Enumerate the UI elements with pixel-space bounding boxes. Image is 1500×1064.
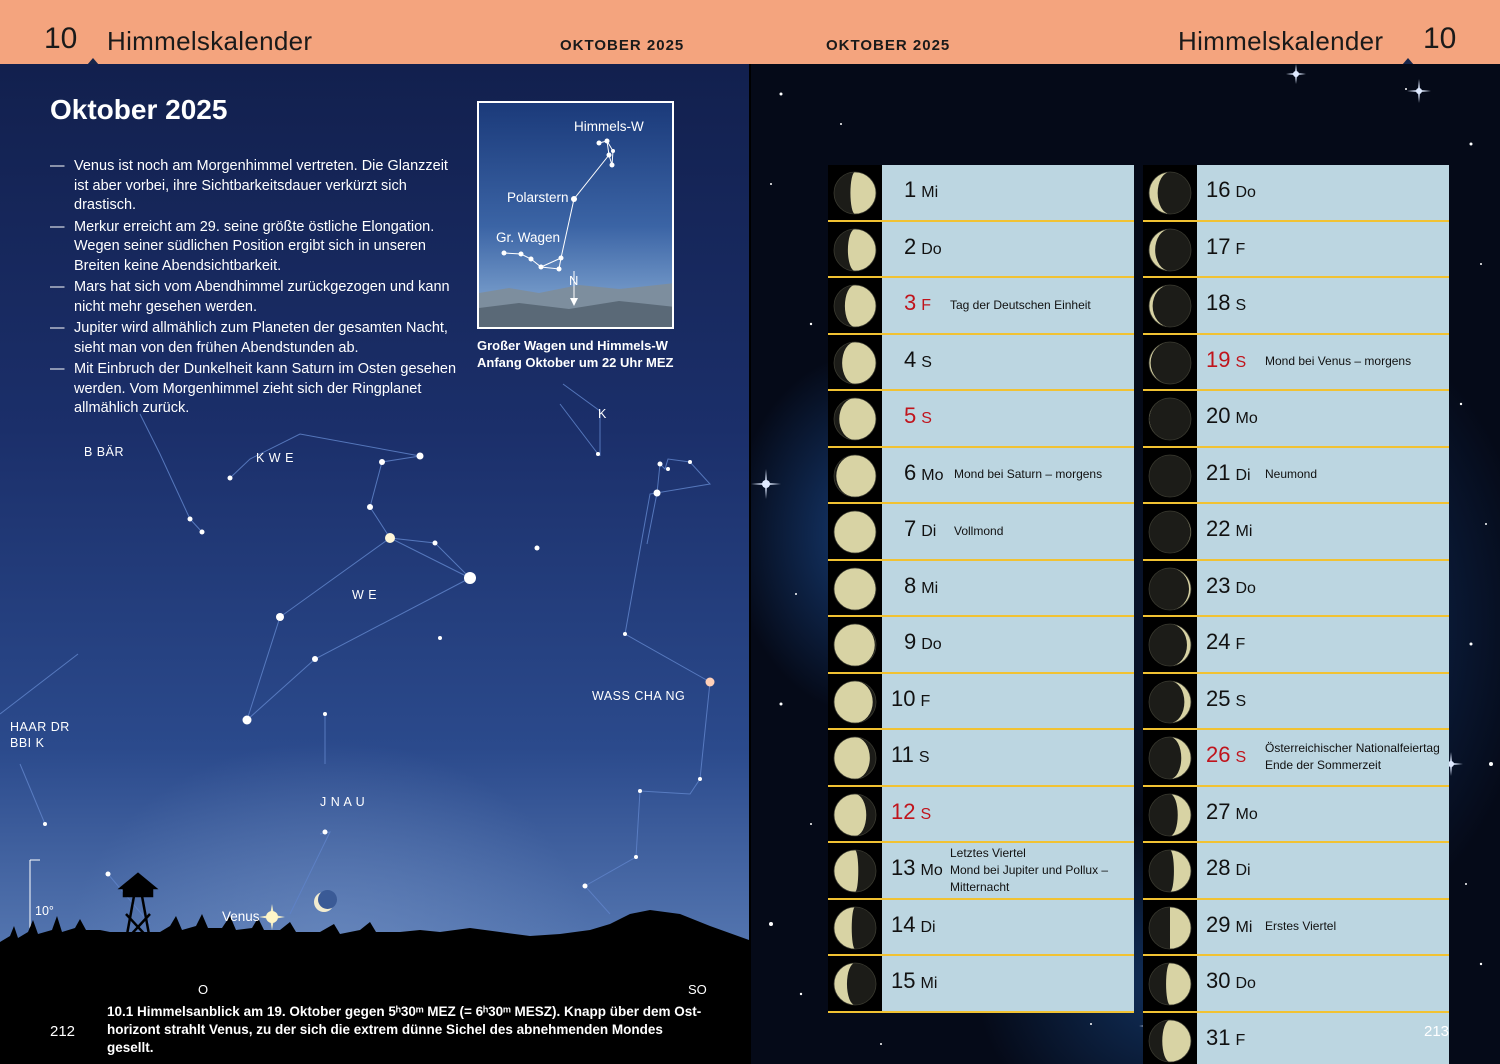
weekday-label: S	[1235, 353, 1247, 371]
right-chapter-title: Himmelskalender	[1178, 26, 1384, 56]
moon-phase-icon	[1143, 278, 1197, 333]
moon-phase-icon	[828, 335, 882, 390]
event-text: Mitternacht	[950, 879, 1010, 894]
day-number	[1206, 742, 1246, 768]
weekday-label: Mo	[921, 466, 944, 484]
left-month-label: OKTOBER 2025	[560, 37, 685, 54]
moon-phase-icon	[1143, 900, 1197, 955]
day-number-value: 23	[1206, 572, 1231, 598]
day-event-note	[950, 843, 1108, 898]
constellation-label: J N A U	[320, 795, 366, 809]
day-number-value: 1	[904, 177, 917, 202]
day-number-value: 7	[904, 516, 917, 541]
day-number	[904, 403, 932, 429]
calendar-day-row	[1143, 843, 1449, 900]
weekday-label: Do	[1235, 184, 1256, 201]
calendar-day-row	[828, 391, 1134, 448]
moon-phase-icon	[828, 165, 882, 220]
moon-phase-icon	[828, 222, 882, 277]
moon-phase-icon	[1143, 1013, 1197, 1064]
weekday-label: Mo	[1235, 805, 1258, 823]
day-number	[1206, 516, 1252, 542]
calendar-day-row	[828, 504, 1134, 561]
altitude-scale	[30, 860, 40, 934]
weekday-label: Mi	[921, 579, 939, 597]
day-number-value: 17	[1206, 233, 1231, 259]
day-number-value: 16	[1206, 177, 1231, 202]
weekday-label: Mi	[921, 184, 939, 201]
day-number-value: 21	[1206, 459, 1231, 485]
left-page-number: 212	[50, 1023, 76, 1040]
calendar-day-row	[1143, 391, 1449, 448]
event-text: Letztes Viertel	[950, 845, 1026, 860]
day-number-value: 6	[904, 459, 917, 485]
day-number	[904, 516, 936, 542]
day-number-value: 5	[904, 403, 917, 428]
moon-phase-icon	[828, 504, 882, 559]
constellation-label: B BÄR	[84, 445, 125, 459]
calendar-day-row	[1143, 730, 1449, 787]
moon-phase-icon	[1143, 335, 1197, 390]
calendar-day-row	[828, 278, 1134, 335]
right-page-number: 213	[1424, 1023, 1450, 1040]
constellation-label: W E	[352, 588, 378, 602]
event-text: Neumond	[1265, 467, 1318, 482]
moon-phase-icon	[828, 391, 882, 446]
weekday-label: Di	[1235, 466, 1251, 484]
constellation-label: K W E	[256, 451, 294, 465]
calendar-day-row	[828, 165, 1134, 222]
day-event-note	[954, 448, 1102, 503]
moon-phase-icon	[1143, 674, 1197, 729]
day-number	[1206, 403, 1258, 429]
calendar-day-row	[828, 900, 1134, 957]
calendar-day-row	[1143, 165, 1449, 222]
moon-phase-icon	[828, 900, 882, 955]
day-event-note	[1265, 448, 1317, 503]
constellation-label: WASS CHA NG	[592, 689, 686, 703]
list-item: — Merkur erreicht am 29. seine größte östliche Elongation. Wegen seiner südlichen Position ergibt sich in unseren Breiten keine Abendsichtbarkeit.	[50, 218, 435, 274]
calendar-day-row	[828, 843, 1134, 900]
moon-phase-icon	[828, 617, 882, 672]
day-number	[904, 347, 932, 373]
inset-label-polaris: Polarstern	[507, 190, 569, 205]
calendar-day-row	[828, 617, 1134, 674]
moon-phase-icon	[1143, 448, 1197, 503]
calendar-day-row	[828, 730, 1134, 787]
moon-phase-icon	[1143, 561, 1197, 616]
moon-phase-icon	[1143, 222, 1197, 277]
calendar-day-row	[828, 448, 1134, 505]
list-item: — Jupiter wird allmählich zum Planeten der gesamten Nacht, sieht man von den frühen Abendstunden ab.	[50, 320, 448, 356]
day-event-note	[950, 278, 1091, 333]
inset-drawing	[479, 103, 674, 329]
moon-phase-icon	[828, 278, 882, 333]
day-number-value: 24	[1206, 629, 1231, 654]
weekday-label: F	[921, 297, 932, 314]
day-number-value: 31	[1206, 1024, 1231, 1050]
constellation-lines	[0, 384, 710, 924]
day-number-value: 25	[1206, 685, 1231, 711]
day-number-value: 8	[904, 572, 917, 598]
day-number	[1206, 290, 1246, 316]
constellation-label: HAAR DR	[10, 720, 70, 734]
day-number	[1206, 799, 1258, 825]
sky-chart-page	[0, 64, 749, 976]
event-text: Erstes Viertel	[1265, 919, 1337, 934]
stars	[43, 452, 715, 889]
calendar-day-row	[828, 222, 1134, 279]
day-number-value: 18	[1206, 290, 1231, 315]
inset-label-big-dipper: Gr. Wagen	[496, 230, 561, 245]
moon-phase-icon	[828, 448, 882, 503]
day-event-note	[1265, 335, 1411, 390]
day-event-note	[954, 504, 1003, 559]
moon-phase-icon	[1143, 617, 1197, 672]
event-text: Mond bei Venus – morgens	[1265, 354, 1412, 369]
calendar-day-row	[1143, 787, 1449, 844]
day-number	[1206, 855, 1251, 881]
calendar-day-row	[828, 956, 1134, 1013]
day-number-value: 20	[1206, 403, 1231, 428]
weekday-label: F	[920, 692, 931, 710]
weekday-label: S	[918, 749, 930, 766]
day-number	[891, 799, 931, 825]
weekday-label: Mo	[1235, 410, 1258, 427]
weekday-label: Mi	[1235, 523, 1253, 540]
moon-phase-icon	[1143, 787, 1197, 842]
day-number	[891, 912, 936, 938]
day-number	[904, 290, 931, 316]
event-text: Mond bei Jupiter und Pollux –	[950, 862, 1109, 877]
day-number-value: 28	[1206, 855, 1231, 880]
list-item: — Mit Einbruch der Dunkelheit kann Saturn im Osten gesehen werden. Vom Morgenhimmel zieht sich der Ringplanet allmählich zurück.	[50, 361, 457, 416]
calendar-day-row	[1143, 335, 1449, 392]
constellation-label: BBI K	[10, 736, 45, 750]
calendar-day-row	[1143, 561, 1449, 618]
calendar-day-row	[1143, 278, 1449, 335]
moon-phase-icon	[1143, 843, 1197, 898]
day-number-value: 10	[891, 685, 916, 711]
moon-phase-icon	[828, 956, 882, 1011]
day-number-value: 27	[1206, 798, 1231, 824]
calendar-day-row	[1143, 617, 1449, 674]
weekday-label: Mi	[1235, 918, 1253, 936]
calendar-day-row	[1143, 956, 1449, 1013]
weekday-label: Di	[921, 523, 937, 540]
event-text: Vollmond	[954, 523, 1004, 538]
inset-label-cassiopeia: Himmels-W	[574, 119, 644, 134]
weekday-label: Do	[1235, 579, 1256, 597]
constellation-label: K	[598, 407, 607, 421]
weekday-label: Mi	[920, 975, 938, 992]
weekday-label: S	[921, 353, 932, 371]
page-title: Oktober 2025	[50, 94, 228, 125]
calendar-day-row	[828, 674, 1134, 731]
day-number	[891, 855, 943, 881]
day-number-value: 26	[1206, 742, 1231, 767]
list-item: — Venus ist noch am Morgenhimmel vertreten. Die Glanzzeit ist aber vorbei, ihre Sichtbarkeitsdauer verkürzt sich drastisch.	[50, 158, 448, 213]
moon-phase-icon	[1143, 730, 1197, 785]
day-number-value: 9	[904, 629, 917, 654]
weekday-label: Do	[1235, 975, 1256, 992]
day-number	[1206, 234, 1245, 260]
weekday-label: Mo	[920, 862, 943, 879]
moon-calendar-page	[751, 64, 1500, 1064]
page-header	[0, 0, 1500, 64]
calendar-column-second-half	[1143, 165, 1449, 1064]
sky-highlights-list	[50, 157, 460, 421]
day-number	[1206, 460, 1251, 486]
day-event-note	[1265, 730, 1440, 785]
venus-label: Venus	[222, 909, 260, 924]
calendar-day-row	[1143, 222, 1449, 279]
weekday-label: F	[1235, 240, 1246, 258]
inset-caption: Großer Wagen und Himmels-W Anfang Oktober um 22 Uhr MEZ	[477, 338, 674, 370]
day-number-value: 14	[891, 911, 916, 937]
inset-label-north: N	[569, 273, 579, 288]
day-number	[1206, 347, 1246, 373]
altitude-label: 10°	[35, 904, 54, 918]
day-number	[904, 177, 938, 203]
weekday-label: S	[1235, 692, 1247, 710]
calendar-day-row	[828, 561, 1134, 618]
weekday-label: S	[921, 410, 932, 427]
weekday-label: F	[1235, 1031, 1246, 1049]
crescent-moon	[314, 890, 337, 912]
moon-phase-icon	[828, 843, 882, 898]
weekday-label: Do	[921, 636, 942, 653]
moon-phase-icon	[1143, 956, 1197, 1011]
moon-phase-icon	[1143, 165, 1197, 220]
event-text: Ende der Sommerzeit	[1265, 758, 1382, 773]
day-number	[1206, 968, 1256, 994]
day-number	[904, 629, 942, 655]
day-number	[1206, 1025, 1245, 1051]
day-number	[891, 742, 930, 768]
day-number-value: 3	[904, 290, 917, 315]
day-number	[891, 968, 937, 994]
compass-southeast: SO	[688, 982, 707, 997]
horizon-treeline	[0, 910, 749, 976]
day-number-value: 12	[891, 798, 916, 824]
event-text: Mond bei Saturn – morgens	[954, 467, 1103, 482]
calendar-column-first-half	[828, 165, 1134, 1013]
day-event-note	[1265, 900, 1336, 955]
right-month-label: OKTOBER 2025	[826, 37, 951, 54]
calendar-day-row	[1143, 448, 1449, 505]
calendar-day-row	[1143, 674, 1449, 731]
big-dipper-inset	[477, 101, 674, 329]
weekday-label: S	[1235, 297, 1247, 314]
weekday-label: F	[1235, 636, 1246, 653]
day-number-value: 22	[1206, 516, 1231, 541]
day-number-value: 4	[904, 346, 917, 372]
list-item: — Mars hat sich vom Abendhimmel zurückgezogen und kann nicht mehr gesehen werden.	[50, 279, 450, 315]
event-text: Österreichischer Nationalfeiertag	[1265, 741, 1440, 756]
weekday-label: Di	[920, 918, 936, 936]
day-number	[1206, 686, 1246, 712]
calendar-day-row	[828, 335, 1134, 392]
right-chapter-number: 10	[1423, 22, 1457, 55]
day-number-value: 2	[904, 233, 917, 259]
weekday-label: S	[1235, 749, 1247, 766]
day-number	[891, 686, 930, 712]
weekday-label: Do	[921, 240, 942, 258]
day-number	[904, 573, 938, 599]
moon-phase-icon	[828, 674, 882, 729]
moon-phase-icon	[828, 787, 882, 842]
day-number-value: 11	[891, 742, 914, 767]
calendar-day-row	[828, 787, 1134, 844]
weekday-label: S	[920, 805, 932, 823]
day-number-value: 15	[891, 968, 916, 993]
day-number-value: 29	[1206, 911, 1231, 937]
moon-phase-icon	[828, 561, 882, 616]
day-number	[1206, 912, 1252, 938]
day-number-value: 30	[1206, 968, 1231, 993]
figure-caption: 10.1 Himmelsanblick am 19. Oktober gegen 5ʰ30ᵐ MEZ (= 6ʰ30ᵐ MESZ). Knapp über dem Ost- horizont strahlt Venus, zu der sich die extrem dünne Sichel des abnehmenden Mondes gesellt.	[107, 1004, 702, 1055]
calendar-day-row	[1143, 900, 1449, 957]
left-chapter-title: Himmelskalender	[107, 26, 313, 56]
lookout-tower-icon	[121, 874, 155, 940]
moon-phase-icon	[1143, 391, 1197, 446]
calendar-day-row	[1143, 1013, 1449, 1064]
moon-phase-icon	[828, 730, 882, 785]
day-number-value: 19	[1206, 346, 1231, 372]
day-number	[1206, 177, 1256, 203]
event-text: Tag der Deutschen Einheit	[950, 297, 1091, 312]
left-chapter-number: 10	[44, 22, 78, 55]
moon-phase-icon	[1143, 504, 1197, 559]
day-number	[904, 460, 943, 486]
day-number	[904, 234, 942, 260]
day-number-value: 13	[891, 855, 916, 880]
calendar-day-row	[1143, 504, 1449, 561]
day-number	[1206, 629, 1245, 655]
venus-marker	[259, 904, 285, 930]
day-number	[1206, 573, 1256, 599]
weekday-label: Di	[1235, 862, 1251, 879]
compass-east: O	[198, 982, 209, 997]
